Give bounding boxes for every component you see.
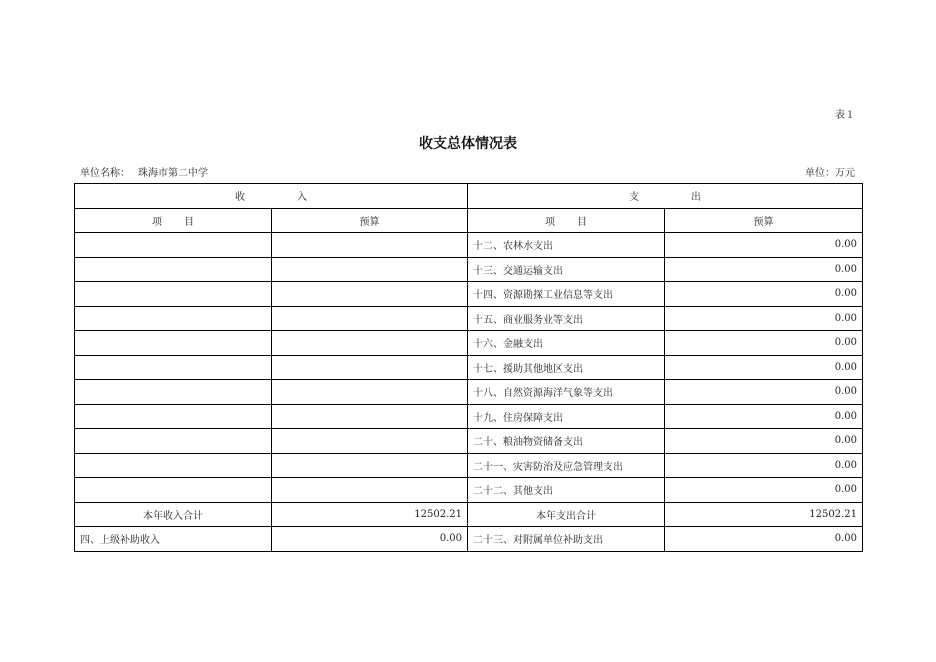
expense-item: 二十三、对附属单位补助支出 [468,527,665,552]
expense-item-header: 项 目 [468,208,665,233]
totals-row [75,502,863,527]
income-value [272,355,468,380]
table-row [75,306,863,331]
expense-value: 0.00 [665,429,863,454]
table-row [75,453,863,478]
income-item [75,453,272,478]
expense-item: 十八、自然资源海洋气象等支出 [468,380,665,405]
income-header: 收 入 [75,184,468,209]
table-row [75,429,863,454]
income-value [272,282,468,307]
income-item [75,355,272,380]
expense-budget-header: 预算 [665,208,863,233]
expense-header: 支 出 [468,184,863,209]
table-row [75,257,863,282]
expense-item: 十五、商业服务业等支出 [468,306,665,331]
budget-table [74,183,863,552]
income-item [75,233,272,258]
income-value [272,233,468,258]
unit-name-line [80,164,208,179]
table-row [75,355,863,380]
expense-item: 十九、住房保障支出 [468,404,665,429]
unit-name-label: 单位名称： [80,168,130,179]
expense-item: 二十二、其他支出 [468,478,665,503]
income-value [272,429,468,454]
income-item [75,331,272,356]
expense-value: 0.00 [665,404,863,429]
income-item [75,282,272,307]
income-value [272,478,468,503]
income-item [75,429,272,454]
expense-item: 十二、农林水支出 [468,233,665,258]
table-row [75,331,863,356]
income-item [75,478,272,503]
table-row [75,404,863,429]
expense-total-label: 本年支出合计 [468,502,665,527]
currency-unit: 单位：万元 [805,168,855,179]
income-value [272,453,468,478]
expense-value: 0.00 [665,233,863,258]
column-header-row [75,208,863,233]
income-item [75,306,272,331]
expense-value: 0.00 [665,306,863,331]
expense-value: 0.00 [665,282,863,307]
table-row [75,380,863,405]
income-value: 0.00 [272,527,468,552]
income-value [272,380,468,405]
expense-value: 0.00 [665,355,863,380]
table-number: 表１ [835,110,855,121]
expense-item: 二十一、灾害防治及应急管理支出 [468,453,665,478]
section-header-row [75,184,863,209]
income-item [75,404,272,429]
income-total-value: 12502.21 [272,502,468,527]
expense-item: 十四、资源勘探工业信息等支出 [468,282,665,307]
expense-value: 0.00 [665,478,863,503]
expense-item: 二十、粮油物资储备支出 [468,429,665,454]
income-value [272,331,468,356]
income-total-label: 本年收入合计 [75,502,272,527]
expense-total-value: 12502.21 [665,502,863,527]
expense-value: 0.00 [665,527,863,552]
income-value [272,257,468,282]
income-item [75,380,272,405]
table-row [75,282,863,307]
last-row [75,527,863,552]
expense-item: 十七、援助其他地区支出 [468,355,665,380]
unit-name-value: 珠海市第二中学 [138,168,208,179]
income-item [75,257,272,282]
income-value [272,404,468,429]
income-item-header: 项 目 [75,208,272,233]
expense-item: 十六、金融支出 [468,331,665,356]
expense-value: 0.00 [665,453,863,478]
expense-value: 0.00 [665,257,863,282]
table-row [75,233,863,258]
income-value [272,306,468,331]
expense-value: 0.00 [665,380,863,405]
income-budget-header: 预算 [272,208,468,233]
expense-value: 0.00 [665,331,863,356]
income-item: 四、上级补助收入 [75,527,272,552]
table-row [75,478,863,503]
expense-item: 十三、交通运输支出 [468,257,665,282]
page-title: 收支总体情况表 [419,136,517,152]
